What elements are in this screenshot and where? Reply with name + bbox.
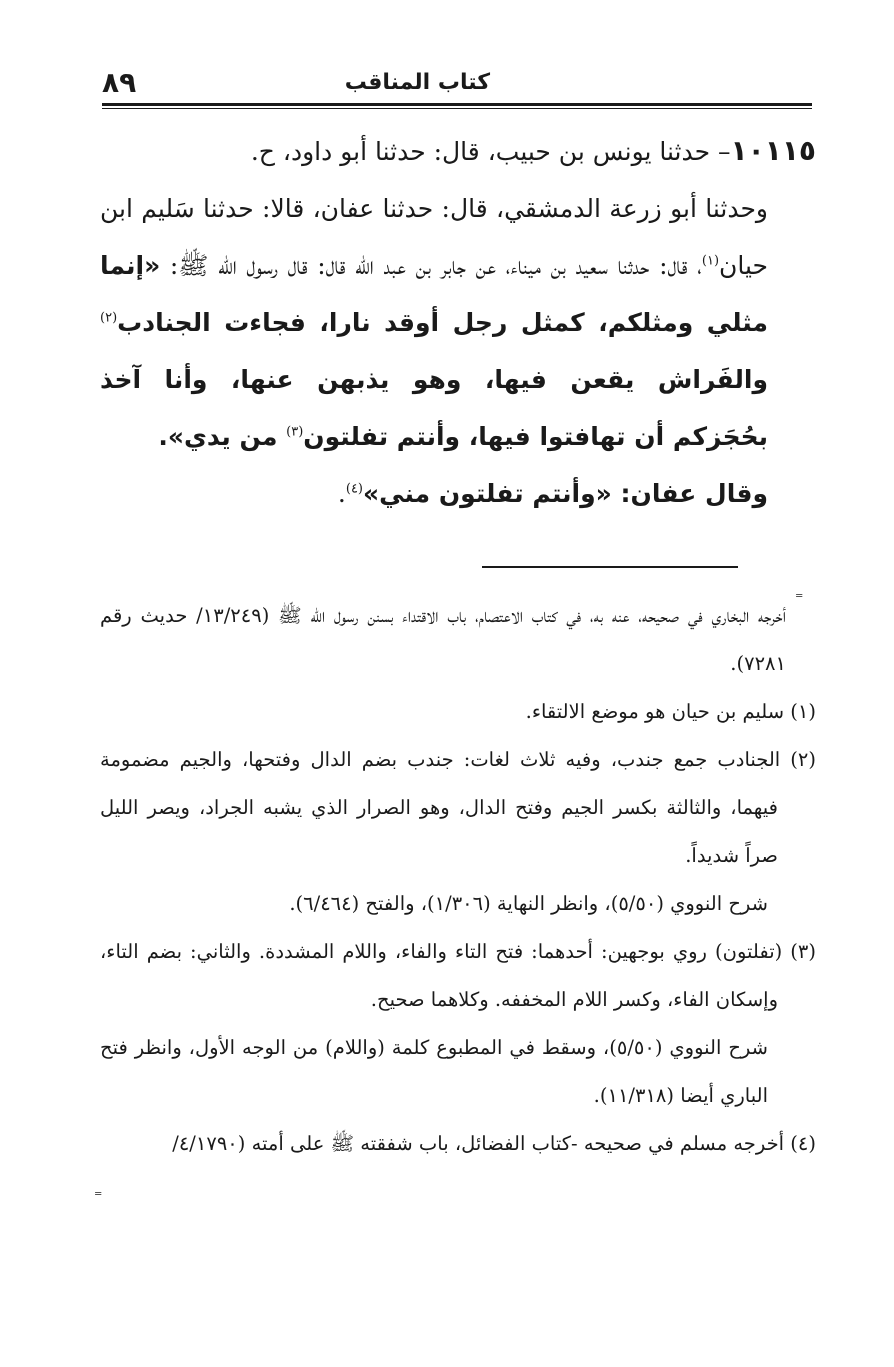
footnote-continuation: أخرجه البخاري في صحيحه، عنه به، في كتاب الاعتصام، باب الاقتداء بسنن رسول الله ﷺ (١٣/٢٤٩/ حديث رقم ٧٢٨١).	[100, 604, 786, 675]
footnote-3: (٣) (تفلتون) روي بوجهين: أحدهما: فتح التاء والفاء، واللام المشددة. والثاني: بضم التاء، وإسكان الفاء، وكسر اللام المخففه. وكلاهما صحيح.	[100, 940, 816, 1011]
matn-part-b: والفَراش يقعن فيها، وهو يذبهن عنها، وأنا آخذ بحُجَزكم أن تهافتوا فيها، وأنتم تفلتون	[100, 365, 768, 451]
footnote-continuation-mark-bottom: =	[94, 1189, 103, 1200]
header-rule-thin	[102, 108, 812, 109]
footnote-3-reference: شرح النووي (٥/٥٠)، وسقط في المطبوع كلمة (واللام) من الوجه الأول، وانظر فتح الباري أيضا (١١/٣١٨).	[100, 1036, 769, 1107]
isnad-part-a: وحدثنا أبو زرعة الدمشقي، قال: حدثنا عفان، قالا: حدثنا سَليم ابن حيان	[100, 194, 768, 280]
footnotes	[100, 592, 816, 1168]
running-header	[102, 68, 810, 102]
hadith-number: ١٠١١٥	[730, 134, 816, 167]
affan-end: .	[337, 479, 346, 508]
footnote-2-reference: شرح النووي (٥/٥٠)، وانظر النهاية (١/٣٠٦)، والفتح (٦/٤٦٤).	[289, 892, 768, 915]
footnote-2: (٢) الجنادب جمع جندب، وفيه ثلاث لغات: جندب بضم الدال وفتحها، والجيم مضمومة فيهما، والثالثة بكسر الجيم وفتح الدال، وهو الصرار الذي يشبه الجراد، ويصر الليل صراً شديداً.	[100, 748, 816, 867]
header-rule-thick	[102, 103, 812, 106]
footnote-ref-2[interactable]: (٢)	[100, 310, 118, 326]
isnad-part-b: ، قال: حدثنا سعيد بن ميناء، عن جابر بن عبد الله قال: قال رسول الله ﷺ:	[160, 251, 702, 280]
affan-quote: «وأنتم تفلتون مني»	[363, 479, 612, 508]
page-number: ٨٩	[102, 66, 137, 99]
isnad-line-1: – حدثنا يونس بن حبيب، قال: حدثنا أبو داود، ح.	[250, 137, 731, 166]
matn-part-c: من يدي».	[158, 422, 287, 451]
affan-label: وقال عفان:	[611, 479, 768, 508]
hadith-opening	[100, 122, 816, 180]
footnote-separator	[482, 566, 738, 568]
affan-variant	[100, 465, 816, 522]
footnote-ref-3[interactable]: (٣)	[286, 424, 304, 440]
header-title: كتاب المناقب	[344, 70, 490, 95]
footnote-4: (٤) أخرجه مسلم في صحيحه -كتاب الفضائل، باب شفقته ﷺ على أمته (٤/١٧٩٠/	[172, 1132, 816, 1155]
footnote-ref-4[interactable]: (٤)	[345, 481, 363, 497]
hadith-body	[100, 180, 816, 465]
matn-part-a: «إنما مثلي ومثلكم، كمثل رجل أوقد نارا، فجاءت الجنادب	[100, 251, 768, 337]
footnote-ref-1[interactable]: (١)	[701, 253, 720, 269]
main-text	[100, 122, 816, 522]
footnote-1: (١) سليم بن حيان هو موضع الالتقاء.	[525, 700, 816, 723]
footnote-continuation-mark-top: =	[795, 591, 804, 602]
